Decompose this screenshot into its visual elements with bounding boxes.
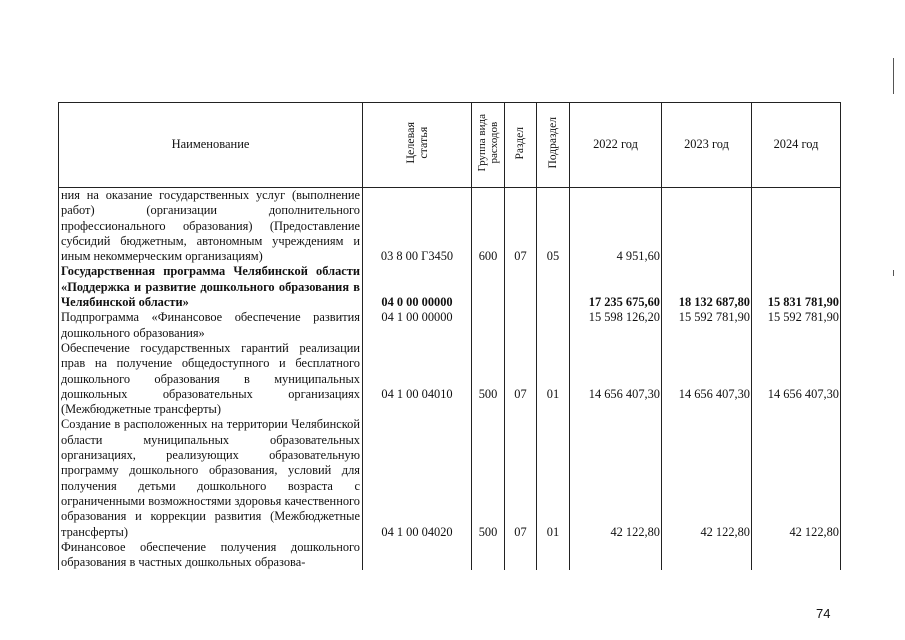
row-name: Финансовое обеспечение получения дошкольного образования в частных дошкольных образова-	[59, 540, 363, 571]
row-name: Государственная программа Челябинской области «Поддержка и развитие дошкольного образования в Челябинской области»	[59, 264, 363, 310]
header-2022: 2022 год	[570, 103, 662, 188]
row-section	[505, 264, 537, 310]
row-2024: 15 592 781,90	[752, 310, 841, 341]
row-subsection	[537, 540, 570, 571]
row-2024	[752, 540, 841, 571]
table-header-row	[59, 103, 841, 188]
row-2024: 15 831 781,90	[752, 264, 841, 310]
row-group: 600	[472, 188, 505, 265]
row-group: 500	[472, 341, 505, 417]
row-section	[505, 310, 537, 341]
table-row	[59, 417, 841, 539]
row-section	[505, 540, 537, 571]
table-row	[59, 264, 841, 310]
row-article: 03 8 00 Г3450	[363, 188, 472, 265]
row-2022: 14 656 407,30	[570, 341, 662, 417]
header-subsection	[537, 103, 570, 188]
row-subsection: 01	[537, 341, 570, 417]
row-2022: 4 951,60	[570, 188, 662, 265]
header-name: Наименование	[59, 103, 363, 188]
header-2023: 2023 год	[662, 103, 752, 188]
header-section	[505, 103, 537, 188]
row-2023: 14 656 407,30	[662, 341, 752, 417]
row-name: Подпрограмма «Финансовое обеспечение развития дошкольного образования»	[59, 310, 363, 341]
row-subsection	[537, 310, 570, 341]
scan-edge-mark	[893, 270, 894, 276]
row-2023: 15 592 781,90	[662, 310, 752, 341]
header-2024: 2024 год	[752, 103, 841, 188]
row-section: 07	[505, 341, 537, 417]
table-row	[59, 341, 841, 417]
row-subsection	[537, 264, 570, 310]
row-group	[472, 540, 505, 571]
row-article	[363, 540, 472, 571]
row-2022: 42 122,80	[570, 417, 662, 539]
row-group	[472, 310, 505, 341]
row-group: 500	[472, 417, 505, 539]
page-number: 74	[816, 606, 831, 621]
table-row	[59, 188, 841, 265]
row-2023: 42 122,80	[662, 417, 752, 539]
table-row	[59, 540, 841, 571]
row-article: 04 1 00 00000	[363, 310, 472, 341]
header-section-text: Раздел	[514, 126, 526, 160]
row-article: 04 1 00 04010	[363, 341, 472, 417]
header-target-article	[363, 103, 472, 188]
row-2022: 15 598 126,20	[570, 310, 662, 341]
row-2024: 42 122,80	[752, 417, 841, 539]
row-subsection: 01	[537, 417, 570, 539]
row-2024: 14 656 407,30	[752, 341, 841, 417]
header-expense-group-text: Группа вида расходов	[476, 114, 500, 172]
row-2023: 18 132 687,80	[662, 264, 752, 310]
budget-table	[58, 102, 841, 570]
row-section: 07	[505, 188, 537, 265]
row-name: Создание в расположенных на территории Челябинской области муниципальных образовательных организациях, реализующих образовательную программу дошкольного образования, условий для получения детьми дошкольного возраста с ограниченными возможностями здоровья качественного образования и коррекции развития (Межбюджетные трансферты)	[59, 417, 363, 539]
row-name: ния на оказание государственных услуг (выполнение работ) (организации дополнительного профессионального образования) (Предоставление субсидий бюджетным, автономным учреждениям и иным некоммерческим организациям)	[59, 188, 363, 265]
header-subsection-text: Подраздел	[546, 117, 559, 169]
row-subsection: 05	[537, 188, 570, 265]
row-2023	[662, 188, 752, 265]
row-name: Обеспечение государственных гарантий реализации прав на получение общедоступного и бесплатного дошкольного образования в муниципальных дошкольных образовательных организациях (Межбюджетные трансферты)	[59, 341, 363, 417]
row-2022: 17 235 675,60	[570, 264, 662, 310]
row-2022	[570, 540, 662, 571]
row-article: 04 0 00 00000	[363, 264, 472, 310]
header-target-article-text: Целевая статья	[403, 122, 430, 164]
row-2024	[752, 188, 841, 265]
header-expense-group	[472, 103, 505, 188]
scan-edge-mark	[893, 58, 894, 94]
table-row	[59, 310, 841, 341]
row-group	[472, 264, 505, 310]
row-section: 07	[505, 417, 537, 539]
row-2023	[662, 540, 752, 571]
row-article: 04 1 00 04020	[363, 417, 472, 539]
